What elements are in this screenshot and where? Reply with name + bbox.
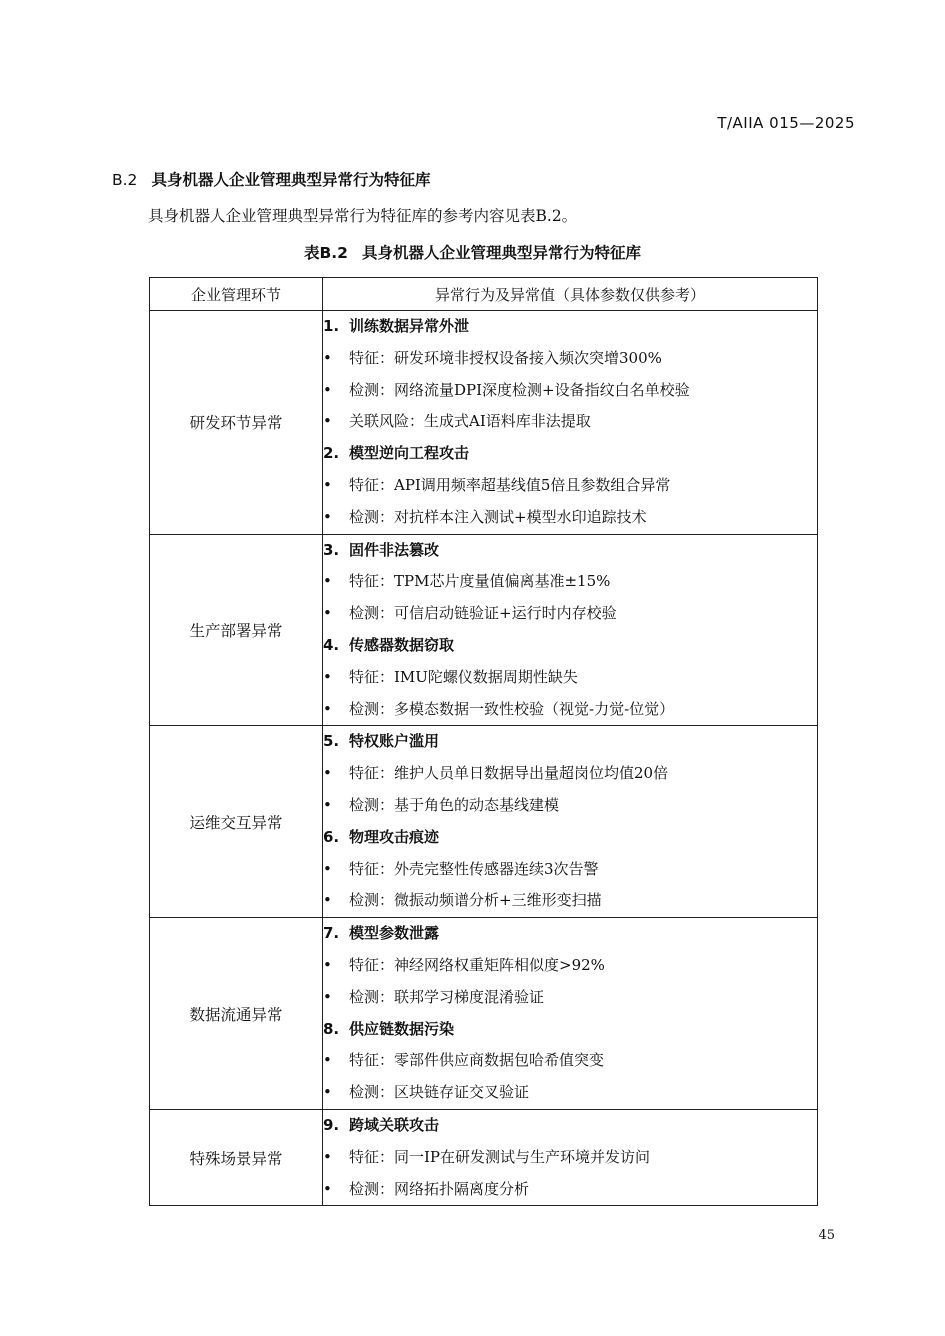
document-id: T/AIIA 015—2025 xyxy=(717,114,855,132)
behavior-cell xyxy=(323,311,818,535)
list-item xyxy=(323,885,817,917)
table-row xyxy=(150,726,818,918)
table-row xyxy=(150,534,818,726)
list-item xyxy=(323,598,817,630)
section-title: 具身机器人企业管理典型异常行为特征库 xyxy=(151,171,431,189)
section-intro: 具身机器人企业管理典型异常行为特征库的参考内容见表B.2。 xyxy=(148,207,578,225)
category-text: 传感器数据窃取 xyxy=(349,635,455,654)
category-title xyxy=(323,535,817,567)
category-number: 7. xyxy=(323,924,340,943)
list-item xyxy=(323,566,817,598)
bullet-icon: • xyxy=(323,475,332,494)
category-title xyxy=(323,822,817,854)
category-text: 跨域关联攻击 xyxy=(349,1115,440,1134)
list-item-text: 检测：对抗样本注入测试+模型水印追踪技术 xyxy=(349,507,647,526)
category-number: 8. xyxy=(323,1019,340,1038)
category-number: 2. xyxy=(323,444,340,463)
category-title xyxy=(323,311,817,343)
category-text: 训练数据异常外泄 xyxy=(349,317,470,335)
category-text: 物理攻击痕迹 xyxy=(349,827,440,846)
bullet-icon: • xyxy=(323,604,332,623)
bullet-icon: • xyxy=(323,412,332,431)
list-item-text: 特征：维护人员单日数据导出量超岗位均值20倍 xyxy=(349,764,669,783)
list-item-text: 特征：研发环境非授权设备接入频次突增300% xyxy=(349,348,662,367)
bullet-icon: • xyxy=(323,667,332,686)
bullet-icon: • xyxy=(323,699,332,718)
header-behavior: 异常行为及异常值（具体参数仅供参考） xyxy=(323,278,818,311)
bullet-icon: • xyxy=(323,380,332,399)
list-item-text: 特征：同一IP在研发测试与生产环境并发访问 xyxy=(349,1147,651,1166)
list-item-text: 检测：联邦学习梯度混淆验证 xyxy=(349,987,545,1006)
section-number: B.2 xyxy=(112,171,138,189)
category-number: 1. xyxy=(323,317,340,335)
table-row xyxy=(150,1109,818,1205)
bullet-icon: • xyxy=(323,1083,332,1102)
list-item-text: 特征：IMU陀螺仪数据周期性缺失 xyxy=(349,667,578,686)
section-heading xyxy=(112,168,430,190)
list-item-text: 检测：微振动频谱分析+三维形变扫描 xyxy=(349,891,602,910)
bullet-icon: • xyxy=(323,891,332,910)
list-item xyxy=(323,1142,817,1174)
bullet-icon: • xyxy=(323,348,332,367)
category-title xyxy=(323,1110,817,1142)
category-title xyxy=(323,726,817,758)
list-item-text: 检测：网络流量DPI深度检测+设备指纹白名单校验 xyxy=(349,380,690,399)
list-item-text: 特征：零部件供应商数据包哈希值突变 xyxy=(349,1051,605,1070)
table-caption-label: 表B.2 xyxy=(303,244,348,262)
list-item-text: 特征：API调用频率超基线值5倍且参数组合异常 xyxy=(349,475,671,494)
behavior-cell xyxy=(323,1109,818,1205)
behavior-cell xyxy=(323,534,818,726)
category-text: 模型逆向工程攻击 xyxy=(349,444,470,463)
category-text: 模型参数泄露 xyxy=(349,924,440,943)
list-item xyxy=(323,950,817,982)
bullet-icon: • xyxy=(323,955,332,974)
list-item-text: 检测：区块链存证交叉验证 xyxy=(349,1083,530,1102)
behavior-cell xyxy=(323,726,818,918)
anomaly-feature-table xyxy=(149,277,818,1206)
category-text: 供应链数据污染 xyxy=(349,1019,455,1038)
table-row xyxy=(150,311,818,535)
list-item xyxy=(323,982,817,1014)
list-item xyxy=(323,694,817,726)
list-item-text: 关联风险：生成式AI语料库非法提取 xyxy=(349,412,591,431)
bullet-icon: • xyxy=(323,1147,332,1166)
behavior-cell xyxy=(323,918,818,1110)
list-item-text: 特征：TPM芯片度量值偏离基准±15% xyxy=(349,572,611,591)
table-header-row xyxy=(150,278,818,311)
table-body xyxy=(150,311,818,1206)
list-item-text: 特征：神经网络权重矩阵相似度>92% xyxy=(349,955,605,974)
bullet-icon: • xyxy=(323,987,332,1006)
bullet-icon: • xyxy=(323,507,332,526)
bullet-icon: • xyxy=(323,795,332,814)
category-title xyxy=(323,438,817,470)
list-item xyxy=(323,375,817,407)
category-number: 3. xyxy=(323,540,340,559)
list-item xyxy=(323,1174,817,1206)
stage-cell: 特殊场景异常 xyxy=(150,1109,323,1205)
list-item xyxy=(323,502,817,534)
list-item xyxy=(323,662,817,694)
category-number: 5. xyxy=(323,732,340,751)
category-number: 6. xyxy=(323,827,340,846)
list-item xyxy=(323,790,817,822)
list-item xyxy=(323,343,817,375)
bullet-icon: • xyxy=(323,1179,332,1198)
category-title xyxy=(323,1014,817,1046)
list-item xyxy=(323,1077,817,1109)
stage-cell: 研发环节异常 xyxy=(150,311,323,535)
list-item-text: 检测：多模态数据一致性校验（视觉-力觉-位觉） xyxy=(349,699,675,718)
bullet-icon: • xyxy=(323,859,332,878)
category-number: 9. xyxy=(323,1115,340,1134)
list-item-text: 检测：网络拓扑隔离度分析 xyxy=(349,1179,530,1198)
bullet-icon: • xyxy=(323,1051,332,1070)
list-item-text: 特征：外壳完整性传感器连续3次告警 xyxy=(349,859,599,878)
header-stage: 企业管理环节 xyxy=(150,278,323,311)
list-item xyxy=(323,406,817,438)
list-item xyxy=(323,1045,817,1077)
category-title xyxy=(323,630,817,662)
table-row xyxy=(150,918,818,1110)
stage-cell: 生产部署异常 xyxy=(150,534,323,726)
table-caption-title: 具身机器人企业管理典型异常行为特征库 xyxy=(361,244,641,262)
list-item-text: 检测：可信启动链验证+运行时内存校验 xyxy=(349,604,617,623)
category-text: 特权账户滥用 xyxy=(349,732,440,751)
stage-cell: 数据流通异常 xyxy=(150,918,323,1110)
list-item xyxy=(323,854,817,886)
stage-cell: 运维交互异常 xyxy=(150,726,323,918)
category-text: 固件非法篡改 xyxy=(349,540,440,559)
list-item xyxy=(323,758,817,790)
list-item xyxy=(323,470,817,502)
page-number: 45 xyxy=(818,1228,835,1243)
table-caption xyxy=(0,241,945,263)
bullet-icon: • xyxy=(323,764,332,783)
category-title xyxy=(323,918,817,950)
bullet-icon: • xyxy=(323,572,332,591)
category-number: 4. xyxy=(323,635,340,654)
list-item-text: 检测：基于角色的动态基线建模 xyxy=(349,795,560,814)
